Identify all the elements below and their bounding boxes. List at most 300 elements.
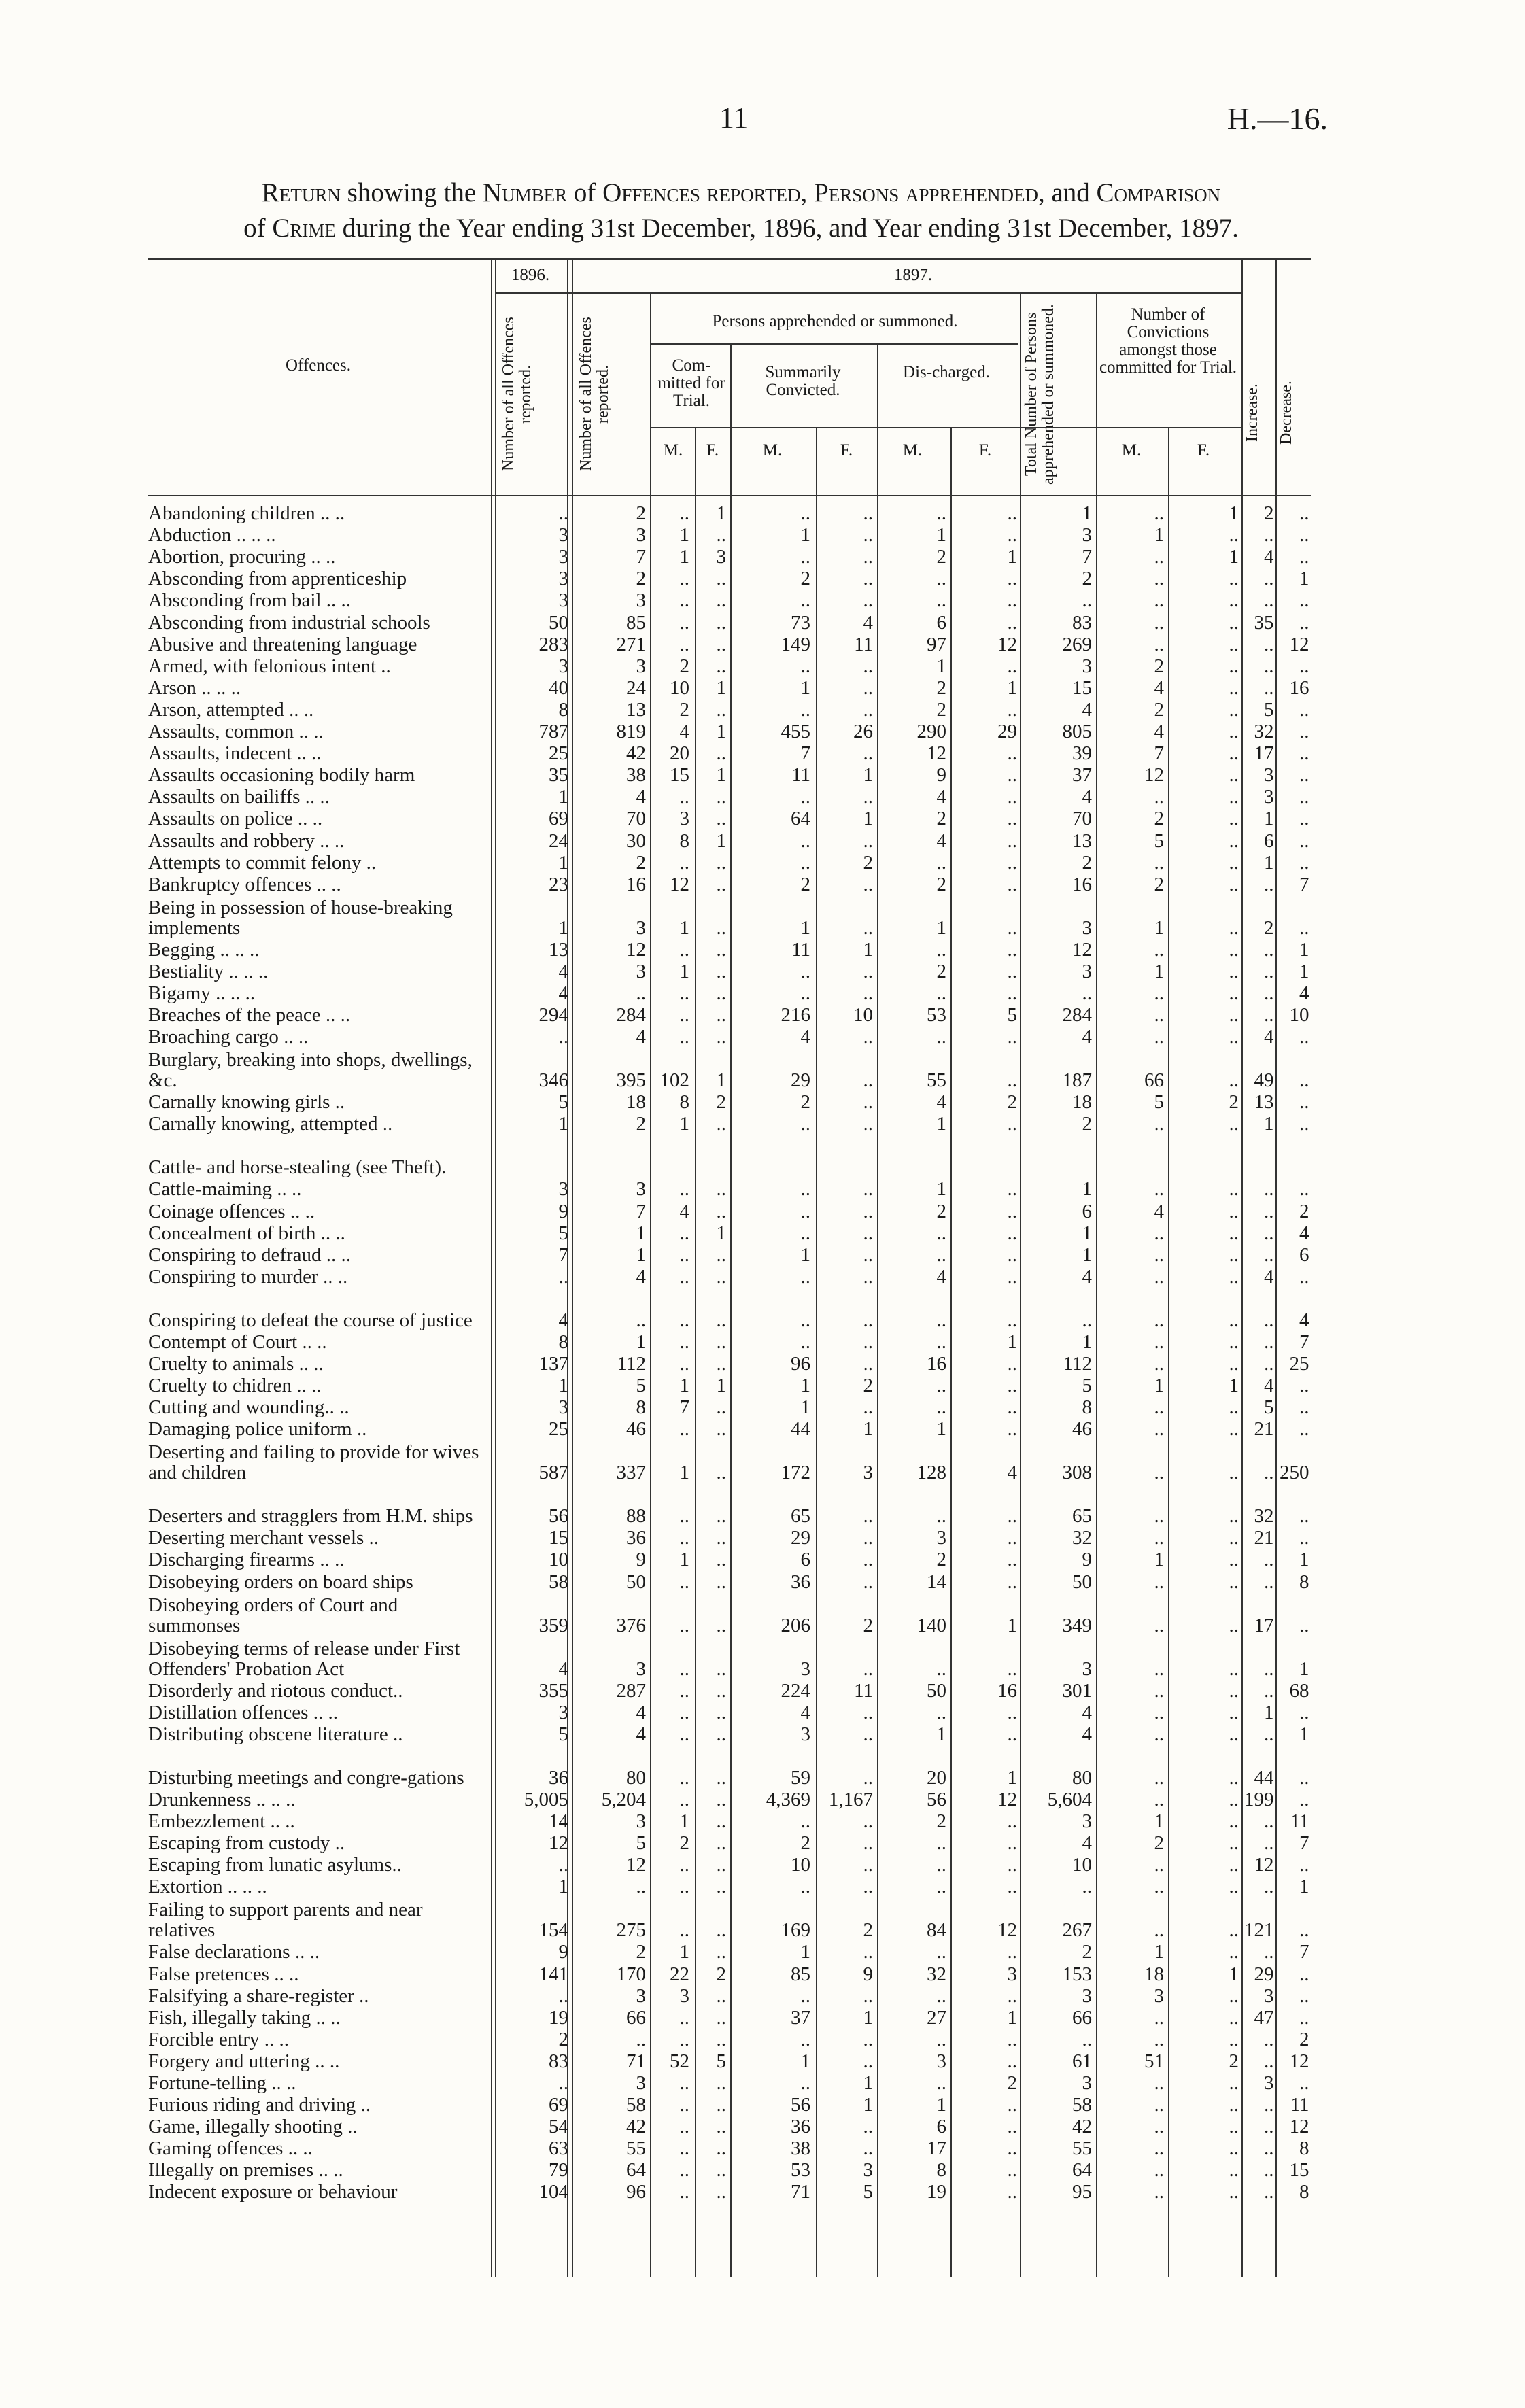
table-cell: 54: [549, 2116, 568, 2137]
table-cell: 294: [538, 1004, 568, 1026]
table-cell: 3: [636, 1178, 646, 1200]
header-summarily: Summarily Convicted.: [765, 363, 841, 399]
table-cell: ..: [1299, 1919, 1309, 1941]
table-cell: ..: [936, 982, 946, 1003]
table-cell: ..: [1229, 698, 1239, 720]
table-cell: ..: [1299, 1527, 1309, 1549]
table-cell: 376: [616, 1614, 646, 1636]
table-cell: 71: [791, 2181, 810, 2203]
table-cell: 16: [626, 873, 646, 895]
table-cell: 121: [1244, 1919, 1274, 1941]
table-cell: 56: [927, 1788, 946, 1810]
offence-name: Absconding from industrial schools: [148, 611, 430, 633]
table-cell: 83: [549, 2050, 568, 2071]
table-cell: 455: [781, 721, 810, 742]
table-cell: ..: [679, 1243, 689, 1265]
offence-name: Being in possession of house-breaking implements: [148, 896, 453, 938]
table-cell: 4: [558, 1657, 568, 1679]
table-cell: ..: [716, 938, 726, 960]
table-cell: ..: [716, 1614, 726, 1636]
table-cell: ..: [1154, 568, 1164, 589]
table-cell: 3: [1082, 524, 1092, 546]
table-cell: ..: [716, 2094, 726, 2116]
table-cell: 4: [936, 786, 946, 808]
table-cell: 5: [1264, 1396, 1274, 1418]
table-cell: ..: [1154, 633, 1164, 655]
table-cell: 8: [679, 829, 689, 851]
table-cell: ..: [1082, 2028, 1092, 2050]
table-cell: 1: [1082, 1222, 1092, 1243]
table-cell: ..: [679, 1788, 689, 1810]
table-cell: ..: [716, 698, 726, 720]
table-cell: ..: [800, 2071, 810, 2093]
table-cell: 4: [800, 1701, 810, 1723]
offence-name: Conspiring to defeat the course of justice: [148, 1309, 473, 1330]
table-cell: ..: [679, 2159, 689, 2181]
table-cell: ..: [863, 873, 873, 895]
offence-name: Distributing obscene literature ..: [148, 1723, 403, 1744]
table-cell: ..: [716, 1309, 726, 1330]
table-cell: 36: [791, 1570, 810, 1592]
table-cell: ..: [863, 502, 873, 524]
table-cell: [649, 1134, 692, 1177]
table-cell: ..: [1007, 1854, 1017, 1876]
table-cell: ..: [800, 1810, 810, 1832]
table-cell: ..: [1299, 851, 1309, 873]
table-cell: ..: [1007, 1941, 1017, 1963]
offence-name: Deserting merchant vessels ..: [148, 1527, 379, 1549]
table-cell: 2: [800, 1832, 810, 1854]
table-cell: ..: [800, 502, 810, 524]
table-cell: ..: [1229, 1113, 1239, 1135]
table-cell: 10: [670, 676, 689, 698]
table-cell: ..: [936, 938, 946, 960]
table-row: [148, 1003, 1312, 1025]
table-row: [148, 1636, 1312, 1679]
table-cell: ..: [1229, 1004, 1239, 1026]
offence-name: Broaching cargo .. ..: [148, 1026, 309, 1048]
table-cell: ..: [1229, 2071, 1239, 2093]
table-cell: 2: [636, 502, 646, 524]
table-cell: 216: [781, 1004, 810, 1026]
table-cell: 3: [1082, 1984, 1092, 2006]
table-cell: 2: [1082, 1113, 1092, 1135]
table-cell: ..: [1264, 1810, 1274, 1832]
table-cell: ..: [1154, 1309, 1164, 1330]
table-cell: ..: [863, 1200, 873, 1222]
table-cell: 3: [558, 1396, 568, 1418]
table-cell: 12: [670, 873, 689, 895]
table-cell: ..: [800, 829, 810, 851]
table-cell: ..: [863, 655, 873, 676]
table-row: [148, 1330, 1312, 1352]
table-cell: ..: [1264, 1353, 1274, 1374]
table-cell: 9: [1082, 1549, 1092, 1570]
table-cell: ..: [1007, 502, 1017, 524]
table-cell: ..: [716, 786, 726, 808]
table-cell: 36: [626, 1527, 646, 1549]
table-cell: ..: [716, 1505, 726, 1527]
table-cell: 3: [558, 589, 568, 611]
table-cell: 42: [626, 2116, 646, 2137]
table-cell: 2: [936, 1549, 946, 1570]
table-cell: 1: [558, 1876, 568, 1897]
table-cell: ..: [1264, 633, 1274, 655]
table-cell: ..: [1229, 1026, 1239, 1048]
table-cell: ..: [1299, 1418, 1309, 1440]
table-cell: ..: [1264, 655, 1274, 676]
table-cell: ..: [1229, 808, 1239, 829]
table-cell: ..: [1229, 1984, 1239, 2006]
table-row: [148, 785, 1312, 807]
table-cell: 1: [1264, 851, 1274, 873]
table-row: [148, 523, 1312, 545]
header-increase: Increase.: [1244, 383, 1261, 443]
table-cell: 79: [549, 2159, 568, 2181]
table-cell: ..: [1007, 960, 1017, 982]
table-cell: ..: [936, 1309, 946, 1330]
table-cell: 1: [558, 851, 568, 873]
table-cell: 2: [558, 2028, 568, 2050]
table-cell: ..: [716, 1766, 726, 1788]
offence-name: Falsifying a share-register ..: [148, 1984, 369, 2006]
table-cell: 2: [800, 1091, 810, 1113]
offence-name: Cruelty to chidren .. ..: [148, 1375, 322, 1396]
table-row: [148, 938, 1312, 960]
table-cell: ..: [1229, 938, 1239, 960]
table-row: [148, 2137, 1312, 2158]
table-cell: ..: [863, 1243, 873, 1265]
table-cell: ..: [863, 1810, 873, 1832]
table-cell: 2: [1154, 873, 1164, 895]
header-reported-1896: Number of all Offences reported.: [500, 317, 534, 472]
table-cell: 8: [636, 1396, 646, 1418]
table-cell: ..: [558, 2071, 568, 2093]
table-cell: 15: [670, 764, 689, 786]
table-cell: 1: [558, 1113, 568, 1135]
table-cell: 2: [800, 568, 810, 589]
table-cell: ..: [1299, 655, 1309, 676]
table-cell: 4: [1264, 546, 1274, 568]
table-cell: ..: [679, 1026, 689, 1048]
table-cell: 2: [1229, 1091, 1239, 1113]
table-cell: 2: [936, 698, 946, 720]
table-cell: ..: [1154, 1353, 1164, 1374]
table-cell: 25: [1289, 1353, 1309, 1374]
table-cell: ..: [679, 1309, 689, 1330]
table-cell: ..: [1229, 611, 1239, 633]
table-cell: ..: [1154, 1679, 1164, 1701]
table-row: [148, 1439, 1312, 1483]
table-cell: 37: [791, 2006, 810, 2028]
table-cell: 1: [679, 1375, 689, 1396]
table-cell: 1,167: [828, 1788, 873, 1810]
table-row: [148, 1374, 1312, 1396]
table-cell: 2: [1264, 916, 1274, 938]
table-cell: 1: [636, 1222, 646, 1243]
table-cell: ..: [1007, 1418, 1017, 1440]
table-row: [148, 982, 1312, 1003]
table-cell: ..: [716, 1396, 726, 1418]
table-cell: 32: [1072, 1527, 1092, 1549]
header-committed-f: F.: [706, 441, 719, 460]
table-cell: ..: [1229, 873, 1239, 895]
table-cell: 11: [854, 1679, 873, 1701]
table-cell: ..: [1154, 1265, 1164, 1287]
table-cell: ..: [716, 1418, 726, 1440]
table-cell: ..: [1299, 502, 1309, 524]
table-cell: 4: [636, 1723, 646, 1744]
table-cell: 7: [1299, 1832, 1309, 1854]
table-cell: ..: [936, 1941, 946, 1963]
table-row: [148, 851, 1312, 873]
table-cell: ..: [679, 1854, 689, 1876]
offences-table: [148, 502, 1312, 2202]
table-cell: 2: [1264, 502, 1274, 524]
table-cell: ..: [1154, 938, 1164, 960]
table-cell: 12: [626, 1854, 646, 1876]
table-cell: 59: [791, 1766, 810, 1788]
table-cell: [1020, 1134, 1095, 1177]
table-cell: 80: [1072, 1766, 1092, 1788]
table-row: [148, 1265, 1312, 1287]
table-row: [148, 1352, 1312, 1374]
table-cell: 1: [800, 524, 810, 546]
table-cell: 9: [558, 1941, 568, 1963]
table-cell: 50: [927, 1679, 946, 1701]
table-cell: ..: [1154, 1222, 1164, 1243]
table-cell: 6: [800, 1549, 810, 1570]
table-cell: ..: [1007, 938, 1017, 960]
table-cell: 1: [716, 676, 726, 698]
table-cell: ..: [716, 1353, 726, 1374]
table-cell: 2: [936, 676, 946, 698]
table-cell: 1: [679, 1113, 689, 1135]
table-cell: 70: [1072, 808, 1092, 829]
table-cell: ..: [936, 2071, 946, 2093]
table-row: [148, 1222, 1312, 1243]
header-committed-m: M.: [663, 441, 683, 460]
offence-name: Assaults occasioning bodily harm: [148, 764, 415, 786]
table-cell: 3: [636, 1810, 646, 1832]
table-cell: ..: [716, 2006, 726, 2028]
table-cell: ..: [1299, 1026, 1309, 1048]
table-cell: ..: [1229, 742, 1239, 764]
table-cell: 1: [1007, 1614, 1017, 1636]
table-cell: ..: [1007, 1396, 1017, 1418]
header-convictions-f: F.: [1197, 441, 1210, 460]
table-cell: 172: [781, 1462, 810, 1483]
table-cell: 2: [1082, 851, 1092, 873]
offence-name: Burglary, breaking into shops, dwellings, &c.: [148, 1049, 473, 1091]
table-cell: ..: [863, 742, 873, 764]
table-cell: ..: [1299, 1788, 1309, 1810]
table-row: [148, 2006, 1312, 2028]
table-cell: [876, 1134, 949, 1177]
table-cell: ..: [800, 1984, 810, 2006]
table-cell: ..: [863, 982, 873, 1003]
table-cell: ..: [1229, 2028, 1239, 2050]
table-cell: ..: [679, 502, 689, 524]
header-committed: Com-mitted for Trial.: [657, 356, 725, 410]
table-cell: ..: [800, 851, 810, 873]
table-cell: 1: [863, 2006, 873, 2028]
table-cell: ..: [863, 1941, 873, 1963]
table-row: [148, 567, 1312, 589]
table-cell: 5: [1264, 698, 1274, 720]
table-cell: 1: [716, 1069, 726, 1091]
table-cell: ..: [1154, 1788, 1164, 1810]
table-cell: ..: [1229, 1854, 1239, 1876]
table-cell: 6: [1082, 1200, 1092, 1222]
table-cell: 4: [1082, 698, 1092, 720]
table-row: [148, 2180, 1312, 2202]
table-cell: 1: [1299, 938, 1309, 960]
offence-name: Bigamy .. .. ..: [148, 982, 256, 1003]
table-cell: ..: [1299, 786, 1309, 808]
table-cell: ..: [1154, 1657, 1164, 1679]
table-cell: ..: [679, 568, 689, 589]
offence-name: Illegally on premises .. ..: [148, 2159, 343, 2181]
table-cell: 50: [626, 1570, 646, 1592]
table-cell: 47: [1254, 2006, 1274, 2028]
table-cell: ..: [1007, 611, 1017, 633]
table-cell: 12: [1289, 2116, 1309, 2137]
table-cell: ..: [558, 1984, 568, 2006]
table-cell: ..: [679, 1330, 689, 1352]
table-cell: ..: [1154, 1418, 1164, 1440]
table-cell: 3: [1007, 1963, 1017, 1984]
table-cell: ..: [936, 1701, 946, 1723]
offence-name: Fish, illegally taking .. ..: [148, 2006, 341, 2028]
offence-name: Carnally knowing girls ..: [148, 1091, 345, 1113]
table-cell: 18: [626, 1091, 646, 1113]
table-cell: 1: [679, 1810, 689, 1832]
table-cell: ..: [1229, 1876, 1239, 1897]
table-cell: ..: [1007, 829, 1017, 851]
table-cell: 13: [1254, 1091, 1274, 1113]
table-cell: 18: [1072, 1091, 1092, 1113]
table-cell: 88: [626, 1505, 646, 1527]
table-cell: 224: [781, 1679, 810, 1701]
table-cell: 102: [659, 1069, 689, 1091]
table-cell: 21: [1254, 1527, 1274, 1549]
table-cell: 8: [936, 2159, 946, 2181]
table-cell: 137: [538, 1353, 568, 1374]
table-cell: ..: [800, 1200, 810, 1222]
table-row: [148, 655, 1312, 676]
table-cell: ..: [1264, 938, 1274, 960]
offence-name: Cattle-maiming .. ..: [148, 1178, 302, 1200]
table-cell: ..: [1264, 1876, 1274, 1897]
table-row: [148, 1744, 1312, 1788]
table-cell: 8: [679, 1091, 689, 1113]
table-cell: 1: [1007, 1766, 1017, 1788]
table-cell: ..: [716, 1919, 726, 1941]
table-cell: 2: [936, 960, 946, 982]
table-cell: 1: [716, 502, 726, 524]
table-cell: 154: [538, 1919, 568, 1941]
table-cell: 16: [1289, 676, 1309, 698]
table-cell: ..: [1264, 1004, 1274, 1026]
table-cell: ..: [679, 1876, 689, 1897]
table-cell: 2: [636, 851, 646, 873]
table-cell: 4: [1082, 1026, 1092, 1048]
table-cell: ..: [1264, 873, 1274, 895]
table-cell: 5: [1082, 1375, 1092, 1396]
table-cell: 50: [549, 611, 568, 633]
table-cell: 1: [1264, 1701, 1274, 1723]
table-cell: 22: [670, 1963, 689, 1984]
offence-name: Conspiring to defraud .. ..: [148, 1243, 352, 1265]
table-cell: ..: [1007, 524, 1017, 546]
table-cell: 63: [549, 2137, 568, 2159]
table-cell: ..: [1264, 676, 1274, 698]
table-cell: 3: [1264, 764, 1274, 786]
offence-name: Embezzlement .. ..: [148, 1810, 295, 1832]
table-cell: ..: [1154, 2028, 1164, 2050]
table-cell: 1: [636, 1243, 646, 1265]
table-cell: ..: [1007, 1810, 1017, 1832]
table-cell: ..: [716, 1330, 726, 1352]
table-cell: 29: [791, 1069, 810, 1091]
table-cell: ..: [1007, 2181, 1017, 2203]
table-cell: ..: [1299, 524, 1309, 546]
table-cell: ..: [1299, 742, 1309, 764]
table-cell: ..: [679, 786, 689, 808]
table-cell: ..: [679, 938, 689, 960]
table-cell: ..: [1154, 1178, 1164, 1200]
table-cell: [949, 1134, 1020, 1177]
table-cell: 395: [616, 1069, 646, 1091]
table-row: [148, 1177, 1312, 1199]
table-cell: 1: [716, 764, 726, 786]
table-cell: 3: [1264, 1984, 1274, 2006]
table-cell: ..: [716, 1810, 726, 1832]
table-cell: 1: [1007, 546, 1017, 568]
table-cell: 1: [1154, 960, 1164, 982]
table-cell: ..: [1264, 982, 1274, 1003]
table-cell: ..: [1007, 1984, 1017, 2006]
offence-name: Distillation offences .. ..: [148, 1701, 338, 1723]
table-cell: 2: [1007, 1091, 1017, 1113]
offence-name: Attempts to commit felony ..: [148, 851, 377, 873]
table-cell: ..: [1264, 1570, 1274, 1592]
table-cell: 1: [1007, 1330, 1017, 1352]
table-cell: ..: [1229, 1657, 1239, 1679]
table-cell: 4: [558, 960, 568, 982]
table-cell: 4: [936, 829, 946, 851]
table-row: [148, 1047, 1312, 1090]
table-cell: 2: [863, 1614, 873, 1636]
table-cell: 1: [863, 808, 873, 829]
table-cell: ..: [636, 1876, 646, 1897]
table-cell: 5: [558, 1091, 568, 1113]
table-cell: ..: [716, 1984, 726, 2006]
table-cell: 6: [936, 611, 946, 633]
table-cell: 8: [558, 1330, 568, 1352]
table-cell: ..: [1299, 1614, 1309, 1636]
table-cell: 250: [1280, 1462, 1309, 1483]
table-cell: ..: [716, 1113, 726, 1135]
offence-name: Bestiality .. .. ..: [148, 960, 269, 982]
table-cell: 64: [791, 808, 810, 829]
table-cell: 7: [1082, 546, 1092, 568]
table-cell: ..: [1229, 1309, 1239, 1330]
table-row: [148, 1548, 1312, 1570]
table-cell: 96: [626, 2181, 646, 2203]
table-cell: ..: [1229, 1265, 1239, 1287]
